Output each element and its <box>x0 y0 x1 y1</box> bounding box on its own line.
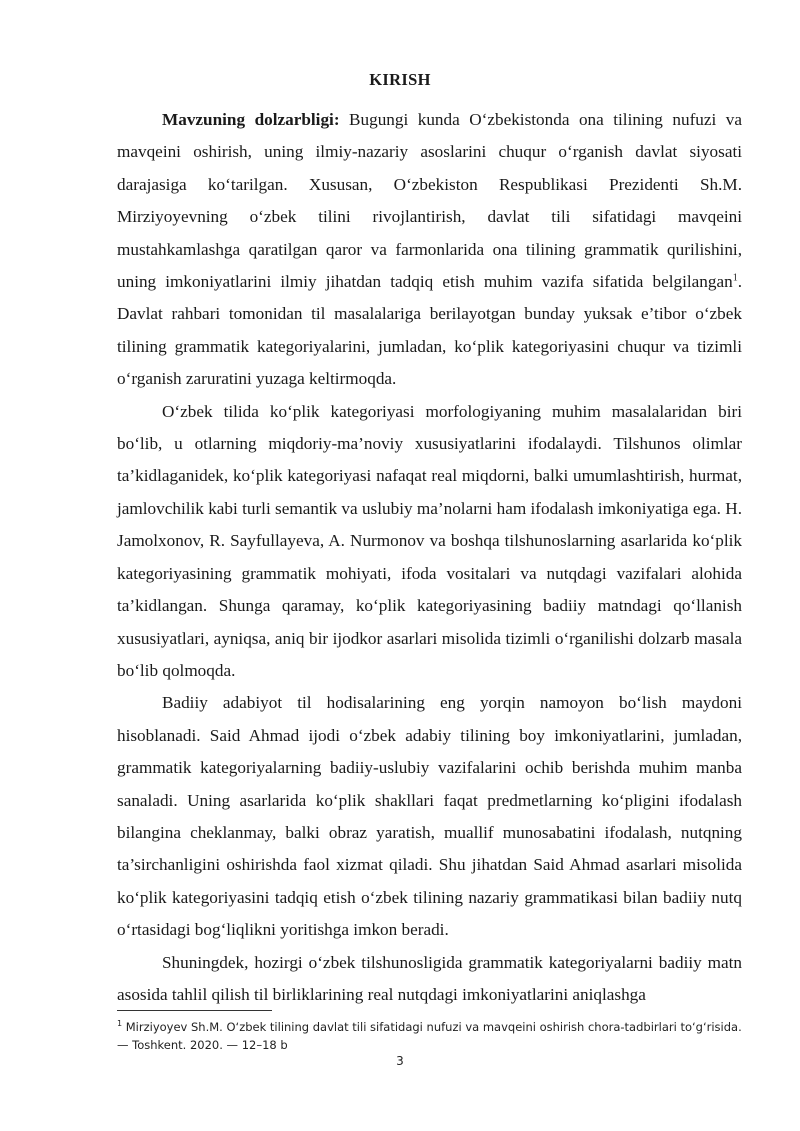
paragraph-2: O‘zbek tilida ko‘plik kategoriyasi morfologiyaning muhim masalalaridan biri bo‘lib, u otlarning miqdoriy-ma’noviy xususiyatlarini ifodalaydi. Tilshunos olimlar ta’kidlaganidek, ko‘plik kategoriyasi nafaqat real miqdorni, balki umumlashtirish, hurmat, jamlovchilik kabi turli semantik va uslubiy ma’nolarni ham ifodalash imkoniyatiga ega. H. Jamolxonov, R. Sayfullayeva, A. Nurmonov va boshqa tilshunoslarning asarlarida ko‘plik kategoriyasining grammatik mohiyati, ifoda vositalari va nutqdagi vazifalari alohida ta’kidlangan. Shunga qaramay, ko‘plik kategoriyasining badiiy matndagi qo‘llanish xususiyatlari, ayniqsa, aniq bir ijodkor asarlari misolida tizimli o‘rganilishi dolzarb masala bo‘lib qolmoqda. <box>117 401 742 680</box>
paragraph-1 <box>117 104 742 396</box>
paragraph-lead: Mavzuning dolzarbligi: <box>162 110 340 129</box>
footnote-text: Mirziyoyev Sh.M. O‘zbek tilining davlat tili sifatidagi nufuzi va mavqeini oshirish chora-tadbirlari to‘g‘risida. — Toshkent. 2020. — 12–18 b <box>117 1020 742 1052</box>
body-text <box>117 104 742 1011</box>
paragraph-1-text-a: Bugungi kunda O‘zbekistonda ona tilining nufuzi va mavqeini oshirish, uning ilmiy-nazariy asoslarini chuqur o‘rganish davlat siyosati darajasiga ko‘tarilgan. Xususan, O‘zbekiston Respublikasi Prezidenti Sh.M. Mirziyoyevning o‘zbek tilini rivojlantirish, davlat tili sifatidagi mavqeini mustahkamlashga qaratilgan qaror va farmonlarida ona tilining grammatik qurilishini, uning imkoniyatlarini ilmiy jihatdan tadqiq etish muhim vazifa sifatida belgilangan <box>117 110 742 292</box>
footnote <box>117 1018 742 1054</box>
paragraph-1-text-b: . Davlat rahbari tomonidan til masalalariga berilayotgan bunday yuksak e’tibor o‘zbek tilining grammatik kategoriyalarini, jumladan, ko‘plik kategoriyasini chuqur va tizimli o‘rganish zaruratini yuzaga keltirmoqda. <box>117 272 742 389</box>
page-number: 3 <box>396 1054 404 1068</box>
section-heading: KIRISH <box>369 70 431 89</box>
paragraph-4: Shuningdek, hozirgi o‘zbek tilshunosligida grammatik kategoriyalarni badiiy matn asosida tahlil qilish til birliklarining real nutqdagi imkoniyatlarini aniqlashga <box>117 952 742 1004</box>
footnote-divider <box>117 1010 272 1011</box>
footnote-number: 1 <box>117 1019 123 1029</box>
paragraph-3: Badiiy adabiyot til hodisalarining eng yorqin namoyon bo‘lish maydoni hisoblanadi. Said Ahmad ijodi o‘zbek adabiy tilining boy imkoniyatlarini, jumladan, grammatik kategoriyalarning badiiy-uslubiy vazifalarini ochib berishda muhim manba sanaladi. Uning asarlarida ko‘plik shakllari faqat predmetlarning ko‘pligini ifodalash bilangina cheklanmay, balki obraz yaratish, muallif munosabatini ifodalash, nutqning ta’sirchanligini oshirishda faol xizmat qiladi. Shu jihatdan Said Ahmad asarlari misolida ko‘plik kategoriyasini tadqiq etish o‘zbek tilining nazariy grammatikasi bilan badiiy nutq o‘rtasidagi bog‘liqlikni yoritishga imkon beradi. <box>117 693 742 940</box>
footnote-reference[interactable]: 1 <box>732 272 738 284</box>
